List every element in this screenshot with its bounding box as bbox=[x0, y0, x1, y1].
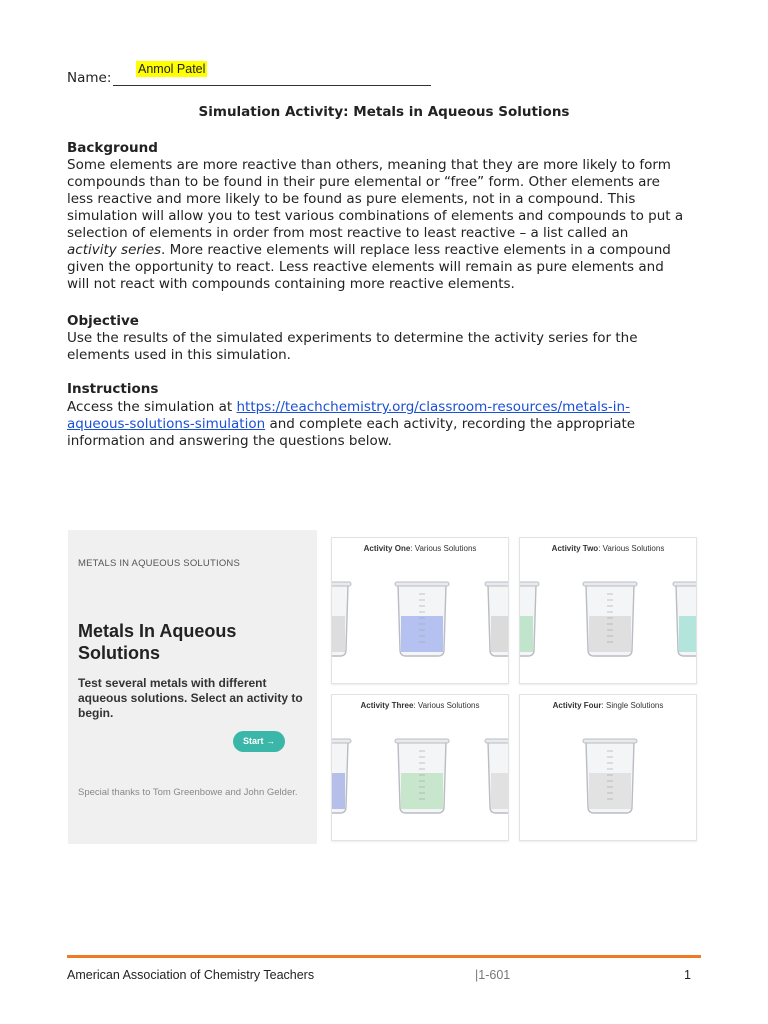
instructions-line: information and answering the questions below. bbox=[67, 433, 392, 449]
solution-liquid bbox=[520, 616, 533, 652]
background-line: will not react with compounds containing more reactive elements. bbox=[67, 276, 515, 292]
solution-liquid bbox=[401, 616, 443, 652]
student-name: Anmol Patel bbox=[138, 62, 206, 76]
activity-name: Activity One bbox=[363, 544, 411, 553]
solution-liquid bbox=[589, 773, 631, 809]
footer-code: |1-601 bbox=[475, 968, 511, 982]
objective-heading: Objective bbox=[67, 313, 139, 329]
beaker bbox=[673, 582, 696, 656]
beaker bbox=[332, 582, 351, 656]
activity-name: Activity Three bbox=[360, 701, 414, 710]
beakers-illustration bbox=[332, 538, 508, 683]
simulation-link[interactable]: https://teachchemistry.org/classroom-resources/metals-in- bbox=[236, 399, 630, 415]
simulation-thanks: Special thanks to Tom Greenbowe and John Gelder. bbox=[78, 787, 298, 798]
objective-line: Use the results of the simulated experiments to determine the activity series for the bbox=[67, 330, 638, 346]
solution-liquid bbox=[589, 616, 631, 652]
background-line: simulation will allow you to test various combinations of elements and compounds to put a bbox=[67, 208, 684, 224]
background-paragraph bbox=[67, 157, 717, 293]
instructions-suffix: and complete each activity, recording the appropriate bbox=[265, 416, 636, 432]
beaker bbox=[395, 582, 449, 656]
solution-liquid bbox=[401, 773, 443, 809]
activity-type: : Various Solutions bbox=[410, 544, 477, 553]
activity-name: Activity Two bbox=[551, 544, 599, 553]
activity-name: Activity Four bbox=[552, 701, 602, 710]
name-label: Name: bbox=[67, 70, 112, 86]
simulation-caps-title: METALS IN AQUEOUS SOLUTIONS bbox=[78, 558, 241, 569]
activity-type: : Various Solutions bbox=[598, 544, 665, 553]
activity-card-four[interactable] bbox=[519, 694, 697, 841]
footer-organization: American Association of Chemistry Teachers bbox=[67, 968, 315, 982]
solution-liquid bbox=[679, 616, 696, 652]
beakers-illustration bbox=[520, 538, 696, 683]
solution-liquid bbox=[332, 773, 345, 809]
background-line: given the opportunity to react. Less reactive elements will remain as pure elements and bbox=[67, 259, 664, 275]
beaker bbox=[485, 739, 508, 813]
background-line: selection of elements in order from most reactive to least reactive – a list called an bbox=[67, 225, 629, 241]
footer-rule bbox=[67, 955, 701, 958]
simulation-link-continued[interactable]: aqueous-solutions-simulation bbox=[67, 416, 266, 432]
beakers-illustration bbox=[332, 695, 508, 840]
solution-liquid bbox=[491, 773, 508, 809]
solution-liquid bbox=[491, 616, 508, 652]
beakers-illustration bbox=[520, 695, 696, 840]
start-button[interactable]: Start → bbox=[233, 731, 285, 752]
simulation-title: Metals In Aqueous Solutions bbox=[78, 621, 237, 663]
instructions-heading: Instructions bbox=[67, 381, 159, 397]
activity-card-two[interactable] bbox=[519, 537, 697, 684]
objective-line: elements used in this simulation. bbox=[67, 347, 291, 363]
solution-liquid bbox=[332, 616, 345, 652]
activity-card-three[interactable] bbox=[331, 694, 509, 841]
background-line: less reactive and more likely to be found as pure elements, not in a compound. This bbox=[67, 191, 636, 207]
beaker bbox=[583, 582, 637, 656]
simulation-description: Test several metals with different aqueous solutions. Select an activity to begin. bbox=[78, 676, 303, 720]
activity-series-term: activity series bbox=[67, 242, 162, 258]
name-underline bbox=[113, 85, 431, 86]
document-title: Simulation Activity: Metals in Aqueous Solutions bbox=[198, 104, 570, 120]
simulation-intro-panel bbox=[68, 530, 317, 844]
background-line: Some elements are more reactive than others, meaning that they are more likely to form bbox=[67, 157, 671, 173]
beaker bbox=[332, 739, 351, 813]
activity-type: : Single Solutions bbox=[601, 701, 664, 710]
objective-paragraph bbox=[67, 330, 717, 364]
beaker bbox=[520, 582, 539, 656]
instructions-line bbox=[67, 416, 717, 433]
background-line-mixed bbox=[67, 242, 717, 259]
instructions-line bbox=[67, 399, 717, 416]
beaker bbox=[583, 739, 637, 813]
beaker bbox=[395, 739, 449, 813]
activity-type: : Various Solutions bbox=[413, 701, 480, 710]
activity-card-one[interactable] bbox=[331, 537, 509, 684]
background-line-rest: . More reactive elements will replace less reactive elements in a compound bbox=[161, 242, 671, 258]
background-line: compounds than to be found in their pure elemental or “free” form. Other elements are bbox=[67, 174, 660, 190]
page-number: 1 bbox=[684, 968, 691, 982]
instructions-prefix: Access the simulation at bbox=[67, 399, 237, 415]
beaker bbox=[485, 582, 508, 656]
background-heading: Background bbox=[67, 140, 158, 156]
instructions-paragraph bbox=[67, 399, 717, 450]
